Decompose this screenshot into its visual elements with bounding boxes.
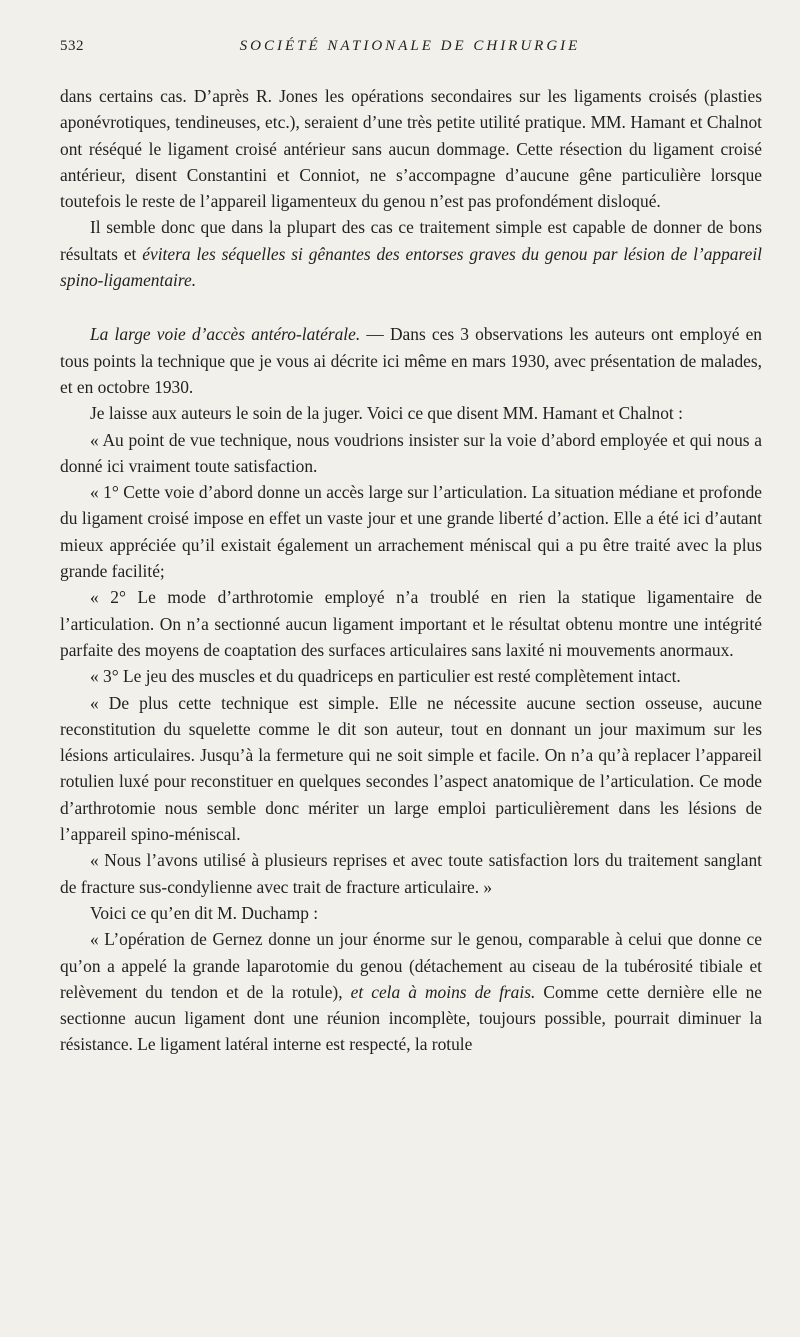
paragraph-3-text: — Dans ces 3 observations les auteurs ont employé en tous points la technique que je vous ai décrite ici même en mars 1930, avec présentation de malades, et en octobre 1930. [60,324,763,397]
paragraph-5: « Au point de vue technique, nous voudrions insister sur la voie d’abord employée et qui nous a donné ici vraiment toute satisfaction. [60,429,762,476]
paragraph-3 [60,321,762,400]
paragraph-8: « 3° Le jeu des muscles et du quadriceps en particulier est resté complètement intact. [90,666,681,687]
paragraph-10: « Nous l’avons utilisé à plusieurs reprises et avec toute satisfaction lors du traitement sanglant de fracture sus-condylienne avec trait de fracture articulaire. » [60,850,762,897]
paragraph-12 [60,926,762,1057]
paragraph-2-text: Il semble donc que dans la plupart des cas ce traitement simple est capable de donner de bons résultats et [60,217,762,264]
running-title: SOCIÉTÉ NATIONALE DE CHIRURGIE [239,38,581,54]
paragraph-9: « De plus cette technique est simple. Elle ne nécessite aucune section osseuse, aucune reconstitution du squelette comme le dit son auteur, tout en donnant un jour maximum sur les lésions articulaires. Jusqu’à la fermeture qui ne soit simple et facile. On n’a qu’à replacer l’appareil rotulien luxé pour reconstituer en quelques secondes l’aspect anatomique de l’articulation. Ce mode d’arthrotomie nous semble donc mériter un large emploi particulièrement dans les lésions de l’appareil spino-méniscal. [60,692,762,845]
paragraph-12-italic: et cela à moins de frais. [350,981,536,1002]
paragraph-12-text-a: « L’opération de Gernez donne un jour énorme sur le genou, comparable à celui que donne ce qu’on a appelé la grande laparotomie du genou (détachement au ciseau de la tubérosité tibiale et relèvement du tendon et de la rotule), [60,929,762,1002]
paragraph-12-text-c: Comme cette dernière elle ne sectionne aucun ligament dont une réunion incomplète, toujours possible, pourrait diminuer la résistance. Le ligament latéral interne est respecté, la rotule [60,981,762,1055]
paragraph-1: dans certains cas. D’après R. Jones les opérations secondaires sur les ligaments croisés (plasties aponévrotiques, tendineuses, etc.), seraient d’une très petite utilité pratique. MM. Hamant et Chalnot ont réséqué le ligament croisé antérieur sans aucun dommage. Cette résection du ligament croisé antérieur, disent Constantini et Conniot, ne s’accompagne d’aucune gêne particulière lorsque toutefois le reste de l’appareil ligamenteux du genou n’est pas profondément disloqué. [60,86,762,212]
paragraph-2 [60,214,762,293]
section-heading: La large voie d’accès antéro-latérale. [90,324,361,345]
body-text [60,83,762,1058]
paragraph-11: Voici ce qu’en dit M. Duchamp : [90,902,319,923]
paragraph-7: « 2° Le mode d’arthrotomie employé n’a troublé en rien la statique ligamentaire de l’articulation. On n’a sectionné aucun ligament important et le résultat obtenu montre une intégrité parfaite des moyens de coaptation des surfaces articulaires sans laxité ni mouvements anormaux. [60,587,762,660]
paragraph-2-italic: évitera les séquelles si gênantes des entorses graves du genou par lésion de l’appareil spino-ligamentaire. [60,243,762,291]
page-header [60,38,760,60]
paragraph-6: « 1° Cette voie d’abord donne un accès large sur l’articulation. La situation médiane et profonde du ligament croisé impose en effet un vaste jour et une grande liberté d’action. Elle a été ici d’autant mieux appréciée qu’il existait également un arrachement méniscal qui a pu être traité avec la plus grande facilité; [60,482,762,582]
paragraph-4: Je laisse aux auteurs le soin de la juger. Voici ce que disent MM. Hamant et Chalnot : [90,403,683,424]
page-number: 532 [60,38,84,54]
section-spacer [60,293,762,321]
